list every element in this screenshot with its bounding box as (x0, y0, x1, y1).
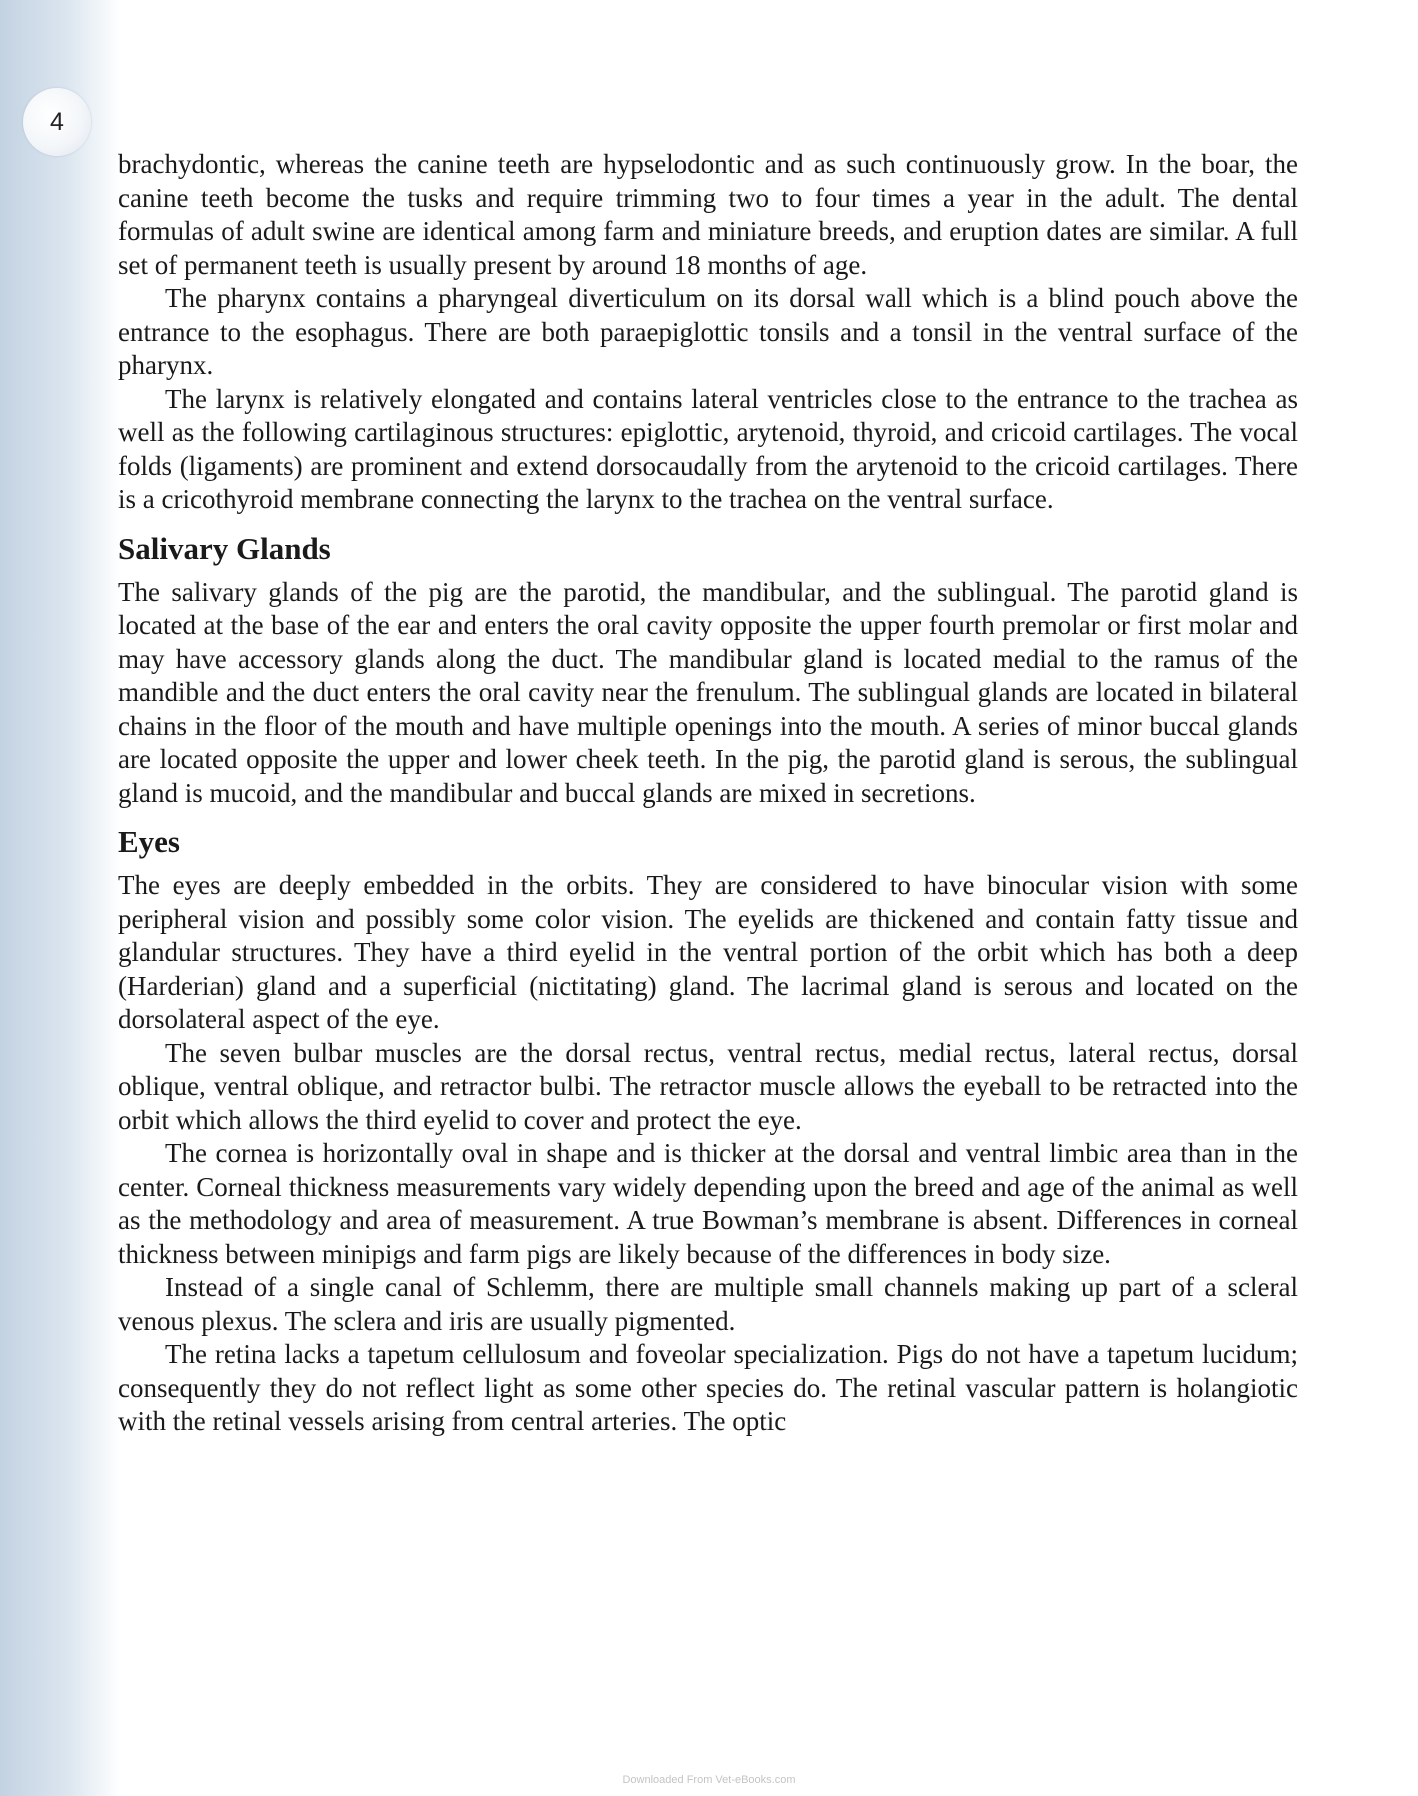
heading-salivary-glands: Salivary Glands (118, 530, 331, 566)
paragraph-cornea: The cornea is horizontally oval in shape and is thicker at the dorsal and ventral limbic area than in the center. Corneal thickness measurements vary widely depending upon the breed and age of the animal as well as the methodology and area of measurement. A true Bowman’s membrane is absent. Differences in corneal thickness between minipigs and farm pigs are likely because of the differences in body size. (118, 1138, 1298, 1269)
page-margin-band (0, 0, 120, 1796)
paragraph-eyes-orbits: The eyes are deeply embedded in the orbits. They are considered to have binocular vision with some peripheral vision and possibly some color vision. The eyelids are thickened and contain fatty tissue and glandular structures. They have a third eyelid in the ventral portion of the orbit which has both a deep (Harderian) gland and a superficial (nictitating) gland. The lacrimal gland is serous and located on the dorsolateral aspect of the eye. (118, 870, 1298, 1034)
page-number-tab (23, 88, 91, 156)
paragraph-retina: The retina lacks a tapetum cellulosum and foveolar specialization. Pigs do not have a tapetum lucidum; consequently they do not reflect light as some other species do. The retinal vascular pattern is holangiotic with the retinal vessels arising from central arteries. The optic (118, 1339, 1298, 1436)
paragraph-pharynx: The pharynx contains a pharyngeal diverticulum on its dorsal wall which is a blind pouch above the entrance to the esophagus. There are both paraepiglottic tonsils and a tonsil in the ventral surface of the pharynx. (118, 283, 1298, 380)
page-body (118, 148, 1298, 1439)
paragraph-larynx: The larynx is relatively elongated and contains lateral ventricles close to the entrance to the trachea as well as the following cartilaginous structures: epiglottic, arytenoid, thyroid, and cricoid cartilages. The vocal folds (ligaments) are prominent and extend dorsocaudally from the arytenoid to the cricoid cartilages. There is a cricothyroid membrane connecting the larynx to the trachea on the ventral surface. (118, 383, 1298, 514)
page-number: 4 (50, 108, 64, 136)
paragraph-schlemm: Instead of a single canal of Schlemm, there are multiple small channels making up part of a scleral venous plexus. The sclera and iris are usually pigmented. (118, 1272, 1298, 1336)
paragraph-bulbar-muscles: The seven bulbar muscles are the dorsal rectus, ventral rectus, medial rectus, lateral rectus, dorsal oblique, ventral oblique, and retractor bulbi. The retractor muscle allows the eyeball to be retracted into the orbit which allows the third eyelid to cover and protect the eye. (118, 1037, 1298, 1135)
footer-watermark: Downloaded From Vet-eBooks.com (622, 1774, 796, 1786)
paragraph-teeth: brachydontic, whereas the canine teeth are hypselodontic and as such continuously grow. In the boar, the canine teeth become the tusks and require trimming two to four times a year in the adult. The dental formulas of adult swine are identical among farm and miniature breeds, and eruption dates are similar. A full set of permanent teeth is usually present by around 18 months of age. (118, 149, 1298, 280)
heading-eyes: Eyes (118, 824, 180, 859)
paragraph-salivary-glands: The salivary glands of the pig are the parotid, the mandibular, and the sublingual. The parotid gland is located at the base of the ear and enters the oral cavity opposite the upper fourth premolar or first molar and may have accessory glands along the duct. The mandibular gland is located medial to the ramus of the mandible and the duct enters the oral cavity near the frenulum. The sublingual glands are located in bilateral chains in the floor of the mouth and have multiple openings into the mouth. A series of minor buccal glands are located opposite the upper and lower cheek teeth. In the pig, the parotid gland is serous, the sublingual gland is mucoid, and the mandibular and buccal glands are mixed in secretions. (118, 576, 1298, 808)
